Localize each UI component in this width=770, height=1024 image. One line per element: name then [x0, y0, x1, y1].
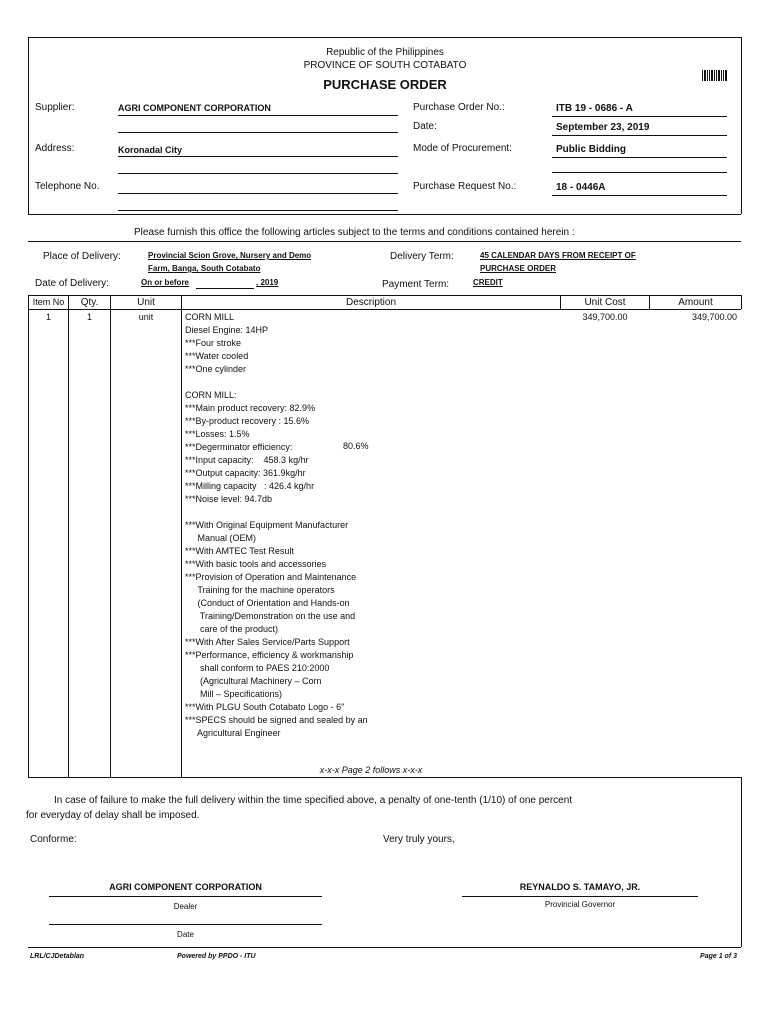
- po-value: ITB 19 - 0686 - A: [556, 103, 633, 114]
- description-line: ***With PLGU South Cotabato Logo - 6": [185, 702, 345, 712]
- header-item: Item No: [32, 297, 65, 307]
- powered-by: Powered by PPDO - ITU: [177, 953, 256, 960]
- row-unit-cost: 349,700.00: [582, 312, 628, 322]
- barcode-icon: [702, 70, 727, 81]
- divider-terms: [28, 241, 741, 242]
- description-line: CORN MILL: [185, 312, 235, 322]
- payment-value: CREDIT: [473, 278, 503, 287]
- header-republic: Republic of the Philippines: [326, 47, 444, 58]
- delivery-date-value-b: , 2019: [256, 278, 279, 287]
- description-line: ***Provision of Operation and Maintenance: [185, 572, 357, 582]
- row-degerminator-value: 80.6%: [343, 441, 369, 451]
- address-line-2: [118, 173, 398, 174]
- table-top-line: [28, 295, 741, 296]
- page-follows-note: x-x-x Page 2 follows x-x-x: [319, 765, 423, 775]
- description-line: Manual (OEM): [185, 533, 257, 543]
- delivery-term-value-1: 45 CALENDAR DAYS FROM RECEIPT OF: [480, 251, 636, 260]
- row-unit: unit: [138, 312, 154, 322]
- description-line: Training/Demonstration on the use and: [185, 611, 356, 621]
- delivery-date-label: Date of Delivery:: [35, 278, 109, 289]
- conforme-label: Conforme:: [30, 834, 77, 845]
- description-line: ***Noise level: 94.7db: [185, 494, 273, 504]
- description-line: ***With After Sales Service/Parts Support: [185, 637, 350, 647]
- description-line: ***Milling capacity : 426.4 kg/hr: [185, 481, 315, 491]
- penalty-text-1: In case of failure to make the full delivery within the time specified above, a penalty of one-tenth (1/10) of one percent: [54, 795, 573, 806]
- telephone-line: [118, 193, 398, 194]
- description-line: ***Output capacity: 361.9kg/hr: [185, 468, 306, 478]
- description-line: ***Main product recovery: 82.9%: [185, 403, 316, 413]
- po-line: [552, 116, 727, 117]
- description-line: ***By-product recovery : 15.6%: [185, 416, 310, 426]
- divider-instructions: [28, 214, 741, 215]
- row-qty: 1: [86, 312, 92, 322]
- description-line: [185, 376, 368, 389]
- description-line: ***Input capacity: 458.3 kg/hr: [185, 455, 309, 465]
- header-description: Description: [345, 297, 397, 308]
- description-line: ***Performance, efficiency & workmanship: [185, 650, 354, 660]
- signer-name: REYNALDO S. TAMAYO, JR.: [519, 882, 641, 892]
- address-value: Koronadal City: [118, 145, 183, 155]
- description-line: Mill – Specifications): [185, 689, 283, 699]
- mode-value: Public Bidding: [556, 144, 626, 155]
- delivery-date-blank: [196, 288, 254, 289]
- table-col-unit: [110, 295, 111, 777]
- delivery-term-value-2: PURCHASE ORDER: [480, 264, 557, 273]
- footer-border-bottom: [28, 947, 741, 948]
- description-line: ***One cylinder: [185, 364, 247, 374]
- supplier-line-2: [118, 132, 398, 133]
- delivery-term-label: Delivery Term:: [390, 251, 454, 262]
- description-line: (Agricultural Machinery – Corn: [185, 676, 322, 686]
- instructions-text: Please furnish this office the following articles subject to the terms and conditions contained herein :: [134, 227, 575, 238]
- header-province: PROVINCE OF SOUTH COTABATO: [303, 60, 467, 71]
- table-border-left: [28, 295, 29, 777]
- pr-label: Purchase Request No.:: [413, 181, 517, 192]
- description-line: (Conduct of Orientation and Hands-on: [185, 598, 350, 608]
- description-line: ***Degerminator efficiency:: [185, 442, 293, 452]
- description-line: Diesel Engine: 14HP: [185, 325, 269, 335]
- place-value-1: Provincial Scion Grove, Nursery and Demo: [148, 251, 312, 260]
- row-amount: 349,700.00: [691, 312, 737, 322]
- dealer-label: Dealer: [173, 902, 198, 911]
- page-number: Page 1 of 3: [700, 953, 737, 960]
- header-unit-cost: Unit Cost: [584, 297, 626, 308]
- header-amount: Amount: [678, 297, 713, 308]
- date-value: September 23, 2019: [556, 122, 650, 133]
- page-title: PURCHASE ORDER: [323, 77, 447, 92]
- description-line: [185, 506, 368, 519]
- place-value-2: Farm, Banga, South Cotabato: [148, 264, 261, 273]
- table-border-right-head: [741, 295, 742, 309]
- form-border-top: [28, 37, 741, 38]
- description-line: ***Losses: 1.5%: [185, 429, 250, 439]
- mode-label: Mode of Procurement:: [413, 143, 512, 154]
- mode-line-2: [552, 172, 727, 173]
- dealer-date-label: Date: [177, 930, 194, 939]
- description-line: CORN MILL:: [185, 390, 237, 400]
- po-label: Purchase Order No.:: [413, 102, 505, 113]
- description-line: care of the product): [185, 624, 279, 634]
- header-unit: Unit: [137, 297, 155, 308]
- telephone-line-2: [118, 210, 398, 211]
- description-line: Agricultural Engineer: [185, 728, 281, 738]
- date-label: Date:: [413, 121, 437, 132]
- delivery-date-value-a: On or before: [141, 278, 190, 287]
- mode-line: [552, 157, 727, 158]
- description-line: ***With Original Equipment Manufacturer: [185, 520, 349, 530]
- dealer-name: AGRI COMPONENT CORPORATION: [109, 882, 262, 892]
- date-line: [552, 135, 727, 136]
- row-item: 1: [45, 312, 51, 322]
- description-line: ***With basic tools and accessories: [185, 559, 327, 569]
- description-line: ***SPECS should be signed and sealed by an: [185, 715, 368, 725]
- footer-border-right: [741, 777, 742, 947]
- row-description: [185, 311, 368, 740]
- description-line: ***Four stroke: [185, 338, 242, 348]
- header-qty: Qty.: [80, 297, 99, 308]
- payment-label: Payment Term:: [382, 279, 450, 290]
- table-header-line: [28, 309, 741, 310]
- footer-border-top: [28, 777, 741, 778]
- supplier-label: Supplier:: [35, 102, 75, 113]
- description-line: ***With AMTEC Test Result: [185, 546, 294, 556]
- description-line: Training for the machine operators: [185, 585, 335, 595]
- supplier-line: [118, 115, 398, 116]
- signer-title: Provincial Governor: [544, 900, 616, 909]
- initials: LRL/CJDetablan: [30, 953, 85, 960]
- description-line: shall conform to PAES 210:2000: [185, 663, 330, 673]
- dealer-sign-line: [49, 896, 322, 897]
- dealer-date-line: [49, 924, 322, 925]
- closing-text: Very truly yours,: [383, 834, 455, 845]
- signer-sign-line: [462, 896, 698, 897]
- pr-line: [552, 195, 727, 196]
- pr-value: 18 - 0446A: [556, 182, 606, 193]
- description-line: ***Water cooled: [185, 351, 249, 361]
- table-col-qty: [68, 295, 69, 777]
- address-label: Address:: [35, 143, 75, 154]
- penalty-text-2: for everyday of delay shall be imposed.: [26, 810, 200, 821]
- address-line: [118, 156, 398, 157]
- telephone-label: Telephone No.: [35, 181, 100, 192]
- table-col-desc: [181, 295, 182, 777]
- place-label: Place of Delivery:: [43, 251, 121, 262]
- supplier-value: AGRI COMPONENT CORPORATION: [118, 103, 271, 113]
